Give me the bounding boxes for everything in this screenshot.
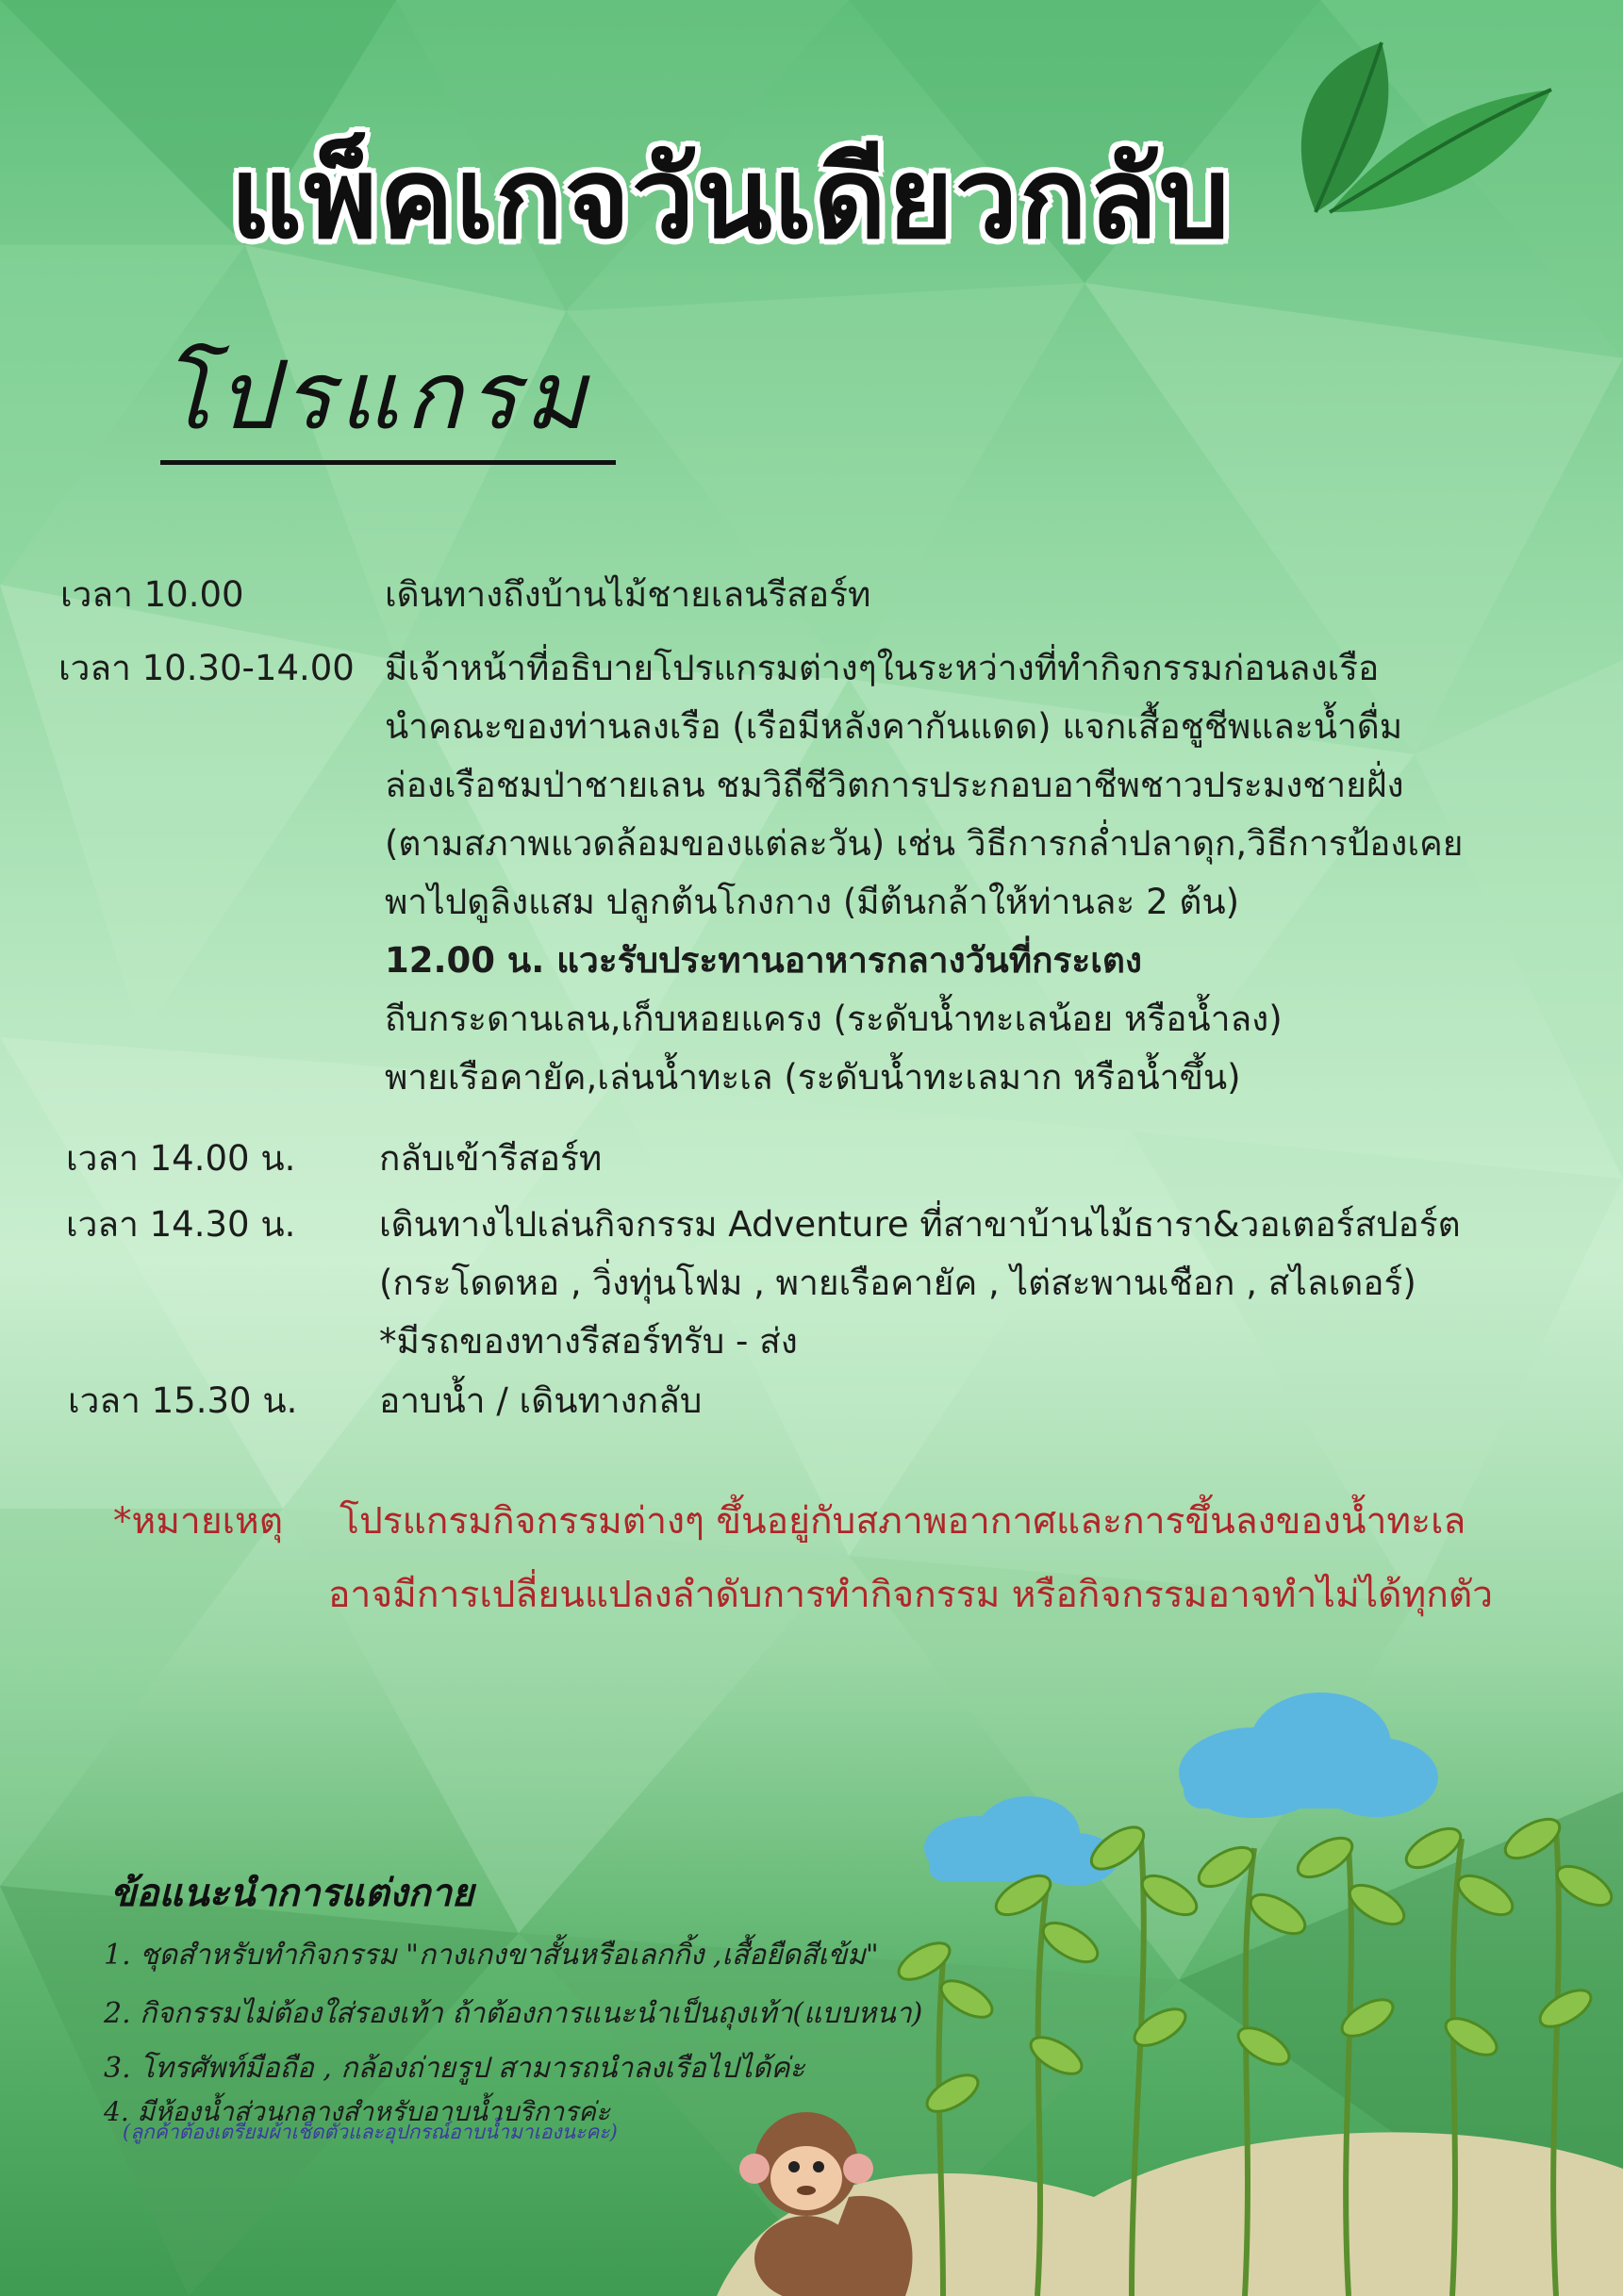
schedule-desc [379,1130,602,1188]
tip-item: 1. ชุดสำหรับทำกิจกรรม "กางเกงขาสั้นหรือเลกกิ้ง ,เสื้อยืดสีเข้ม" [104,1939,879,1972]
schedule-line: *มีรถของทางรีสอร์ทรับ - ส่ง [379,1321,798,1362]
schedule-line: (กระโดดหอ , วิ่งทุ่นโฟม , พายเรือคายัค , ไต่สะพานเชือก , สไลเดอร์) [379,1263,1416,1303]
poster-title: แพ็คเกจวันเดียวกลับ [230,133,1232,263]
program-heading: โปรแกรม [160,340,592,451]
schedule-line: นำคณะของท่านลงเรือ (เรือมีหลังคากันแดด) แจกเสื้อชูชีพและน้ำดื่ม [385,706,1403,747]
schedule-line: อาบน้ำ / เดินทางกลับ [379,1380,703,1421]
schedule-time: เวลา 14.30 น. [66,1204,296,1245]
schedule-time: เวลา 10.00 [60,574,244,615]
tip-sub-note: (ลูกค้าต้องเตรียมผ้าเช็ดตัวและอุปกรณ์อาบน้ำมาเองนะคะ) [123,2121,618,2143]
schedule-line-lunch: 12.00 น. แวะรับประทานอาหารกลางวันที่กระเตง [385,940,1142,981]
note-line: อาจมีการเปลี่ยนแปลงลำดับการทำกิจกรรม หรือกิจกรรมอาจทำไม่ได้ทุกตัว [328,1574,1494,1616]
schedule-desc [379,1196,1461,1371]
schedule-line: เดินทางถึงบ้านไม้ชายเลนรีสอร์ท [385,574,871,615]
heading-underline [160,460,616,465]
schedule-line: ล่องเรือชมป่าชายเลน ชมวิถีชีวิตการประกอบอาชีพชาวประมงชายฝั่ง [385,765,1404,805]
tip-item: 3. โทรศัพท์มือถือ , กล้องถ่ายรูป สามารถนำลงเรือไปได้ค่ะ [104,2052,805,2085]
schedule-desc [379,1372,702,1430]
leaf-icon [1278,33,1561,231]
tip-item: 2. กิจกรรมไม่ต้องใส่รองเท้า ถ้าต้องการแนะนำเป็นถุงเท้า(แบบหนา) [104,1997,923,2030]
schedule-line: ถีบกระดานเลน,เก็บหอยแครง (ระดับน้ำทะเลน้อย หรือน้ำลง) [385,999,1283,1039]
schedule-desc [385,566,870,624]
schedule-line: (ตามสภาพแวดล้อมของแต่ละวัน) เช่น วิธีการกล่ำปลาดุก,วิธีการป้องเคย [385,823,1464,864]
schedule-desc [385,639,1463,1107]
note-line: โปรแกรมกิจกรรมต่างๆ ขึ้นอยู่กับสภาพอากาศและการขึ้นลงของน้ำทะเล [340,1500,1466,1543]
schedule-line: เดินทางไปเล่นกิจกรรม Adventure ที่สาขาบ้านไม้ธารา&วอเตอร์สปอร์ต [379,1204,1461,1245]
schedule-line: พาไปดูลิงแสม ปลูกต้นโกงกาง (มีต้นกล้าให้ท่านละ 2 ต้น) [385,882,1240,922]
schedule-line: กลับเข้ารีสอร์ท [379,1138,603,1179]
tip-item: 4. มีห้องน้ำส่วนกลางสำหรับอาบน้ำบริการค่ะ [104,2096,610,2127]
schedule-time: เวลา 14.00 น. [66,1138,296,1179]
schedule-time: เวลา 10.30-14.00 [58,648,355,688]
dress-tips-heading: ข้อแนะนำการแต่งกาย [110,1871,474,1915]
schedule-line: พายเรือคายัค,เล่นน้ำทะเล (ระดับน้ำทะเลมาก หรือน้ำขึ้น) [385,1057,1241,1098]
schedule-time: เวลา 15.30 น. [68,1380,298,1421]
note-label: *หมายเหตุ [113,1500,284,1543]
schedule-line: มีเจ้าหน้าที่อธิบายโปรแกรมต่างๆในระหว่างที่ทำกิจกรรมก่อนลงเรือ [385,648,1380,688]
